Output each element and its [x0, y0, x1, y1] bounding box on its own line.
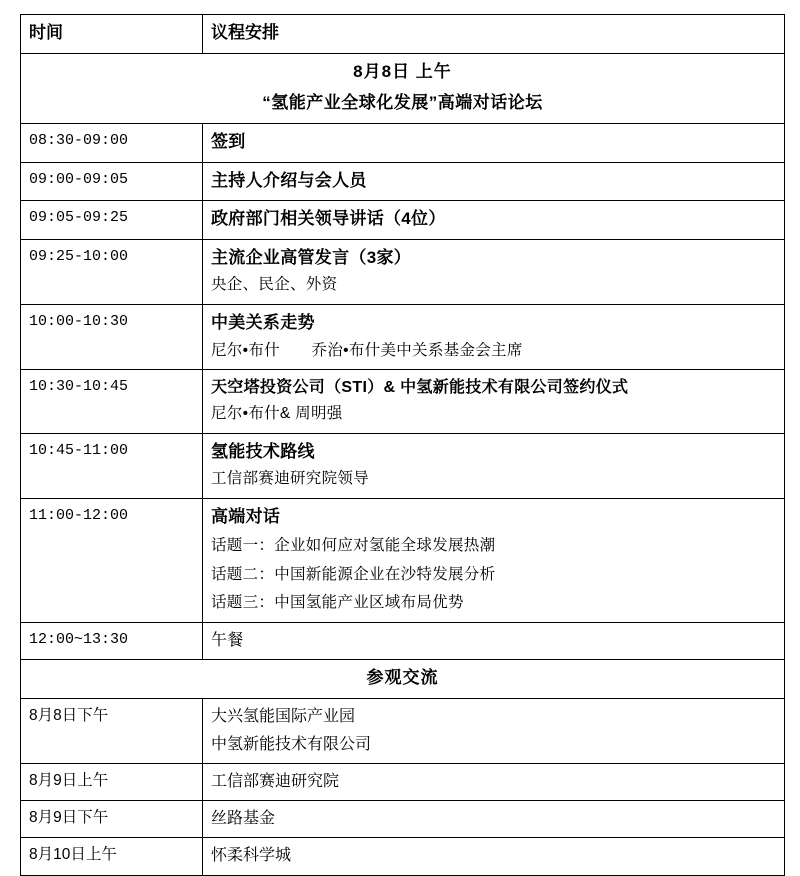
visit-time: 8月9日上午	[21, 764, 203, 801]
visit-line: 大兴氢能国际产业园	[211, 707, 356, 725]
table-row	[21, 201, 785, 240]
row-topic: 话题二：中国新能源企业在沙特发展分析	[211, 565, 496, 583]
table-row	[21, 622, 785, 659]
row-time: 10:00-10:30	[21, 304, 203, 369]
row-subtitle: 尼尔•布什& 周明强	[211, 405, 343, 423]
row-content	[203, 370, 785, 434]
row-title: 签到	[211, 131, 246, 151]
section-row	[21, 660, 785, 699]
table-row	[21, 801, 785, 838]
forum-banner	[21, 53, 785, 123]
visit-content	[203, 801, 785, 838]
visit-time: 8月9日下午	[21, 801, 203, 838]
banner-date: 8月8日 上午	[353, 61, 452, 81]
banner-title: “氢能产业全球化发展”高端对话论坛	[262, 93, 543, 113]
row-content	[203, 304, 785, 369]
row-title: 主持人介绍与会人员	[211, 170, 367, 190]
table-row	[21, 304, 785, 369]
row-content	[203, 201, 785, 240]
row-time: 12:00~13:30	[21, 622, 203, 659]
table-row	[21, 123, 785, 162]
row-time: 09:25-10:00	[21, 239, 203, 304]
table-row	[21, 162, 785, 201]
row-title: 天空塔投资公司（STI）& 中氢新能技术有限公司签约仪式	[211, 379, 629, 397]
visit-line: 中氢新能技术有限公司	[211, 735, 372, 753]
table-row	[21, 433, 785, 498]
header-time: 时间	[21, 15, 203, 54]
table-header-row	[21, 15, 785, 54]
visit-line: 工信部赛迪研究院	[211, 773, 340, 791]
row-title: 高端对话	[211, 506, 281, 526]
row-title: 中美关系走势	[211, 312, 315, 332]
row-title: 氢能技术路线	[211, 441, 315, 461]
row-title: 午餐	[211, 631, 244, 649]
visit-line: 丝路基金	[211, 810, 276, 828]
table-row	[21, 498, 785, 622]
row-title: 政府部门相关领导讲话（4位）	[211, 209, 446, 229]
row-time: 10:45-11:00	[21, 433, 203, 498]
row-content	[203, 433, 785, 498]
row-time: 10:30-10:45	[21, 370, 203, 434]
visit-content	[203, 764, 785, 801]
row-subtitle: 央企、民企、外资	[211, 276, 338, 294]
row-time: 09:05-09:25	[21, 201, 203, 240]
visit-time: 8月10日上午	[21, 838, 203, 875]
row-content	[203, 498, 785, 622]
row-subtitle: 尼尔•布什 乔治•布什美中关系基金会主席	[211, 341, 523, 359]
visit-content	[203, 838, 785, 875]
visit-content	[203, 698, 785, 763]
row-content	[203, 622, 785, 659]
row-title: 主流企业高管发言（3家）	[211, 247, 412, 267]
row-time: 09:00-09:05	[21, 162, 203, 201]
row-time: 11:00-12:00	[21, 498, 203, 622]
row-content	[203, 162, 785, 201]
table-row	[21, 698, 785, 763]
visit-line: 怀柔科学城	[211, 847, 292, 865]
row-subtitle: 工信部赛迪研究院领导	[211, 470, 370, 488]
table-row	[21, 838, 785, 875]
table-row	[21, 239, 785, 304]
agenda-table	[20, 14, 785, 876]
row-time: 08:30-09:00	[21, 123, 203, 162]
header-agenda: 议程安排	[203, 15, 785, 54]
row-topic: 话题一：企业如何应对氢能全球发展热潮	[211, 537, 496, 555]
row-content	[203, 123, 785, 162]
banner-row	[21, 53, 785, 123]
visit-time: 8月8日下午	[21, 698, 203, 763]
row-content	[203, 239, 785, 304]
table-row	[21, 370, 785, 434]
section-title: 参观交流	[21, 660, 785, 699]
table-row	[21, 764, 785, 801]
row-topic: 话题三：中国氢能产业区域布局优势	[211, 594, 464, 612]
